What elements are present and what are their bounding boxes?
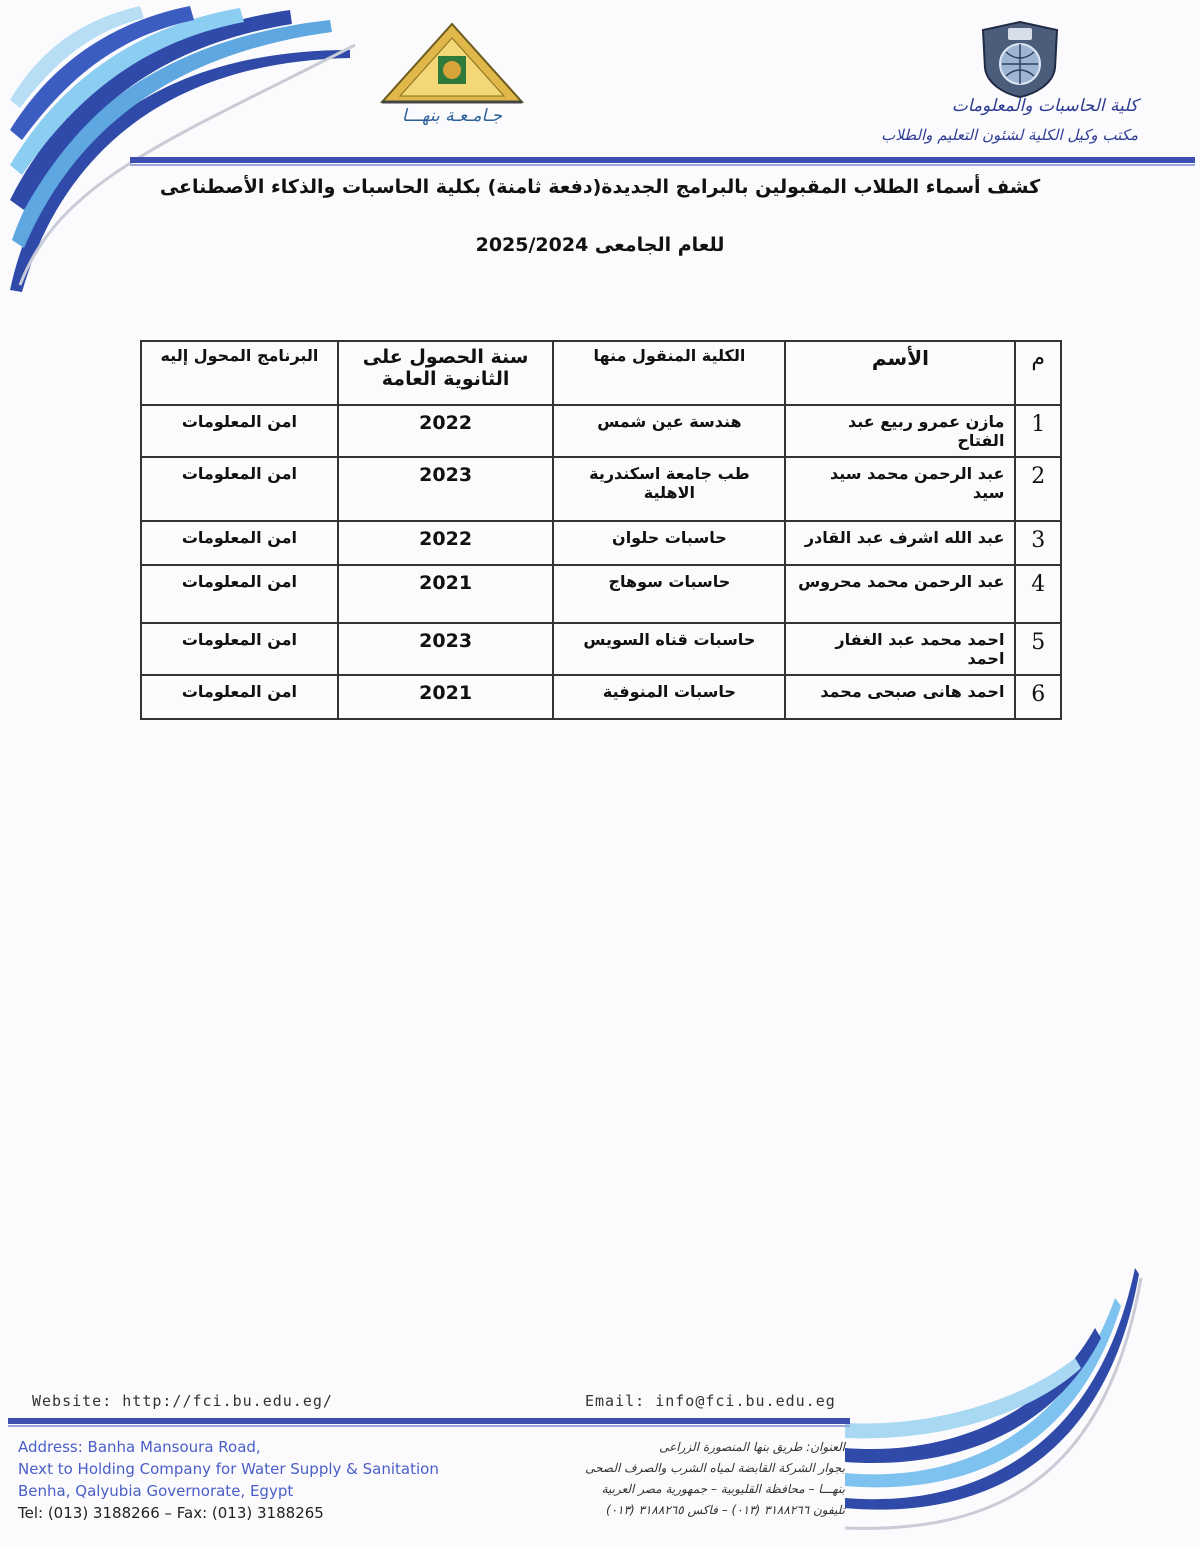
table-row	[141, 565, 1061, 623]
address-line: بنهـــا – محافظة القليوبية – جمهورية مصر العربية	[601, 1482, 845, 1496]
footer-email: Email: info@fci.bu.edu.eg	[585, 1392, 836, 1410]
graduation-year: 2021	[338, 565, 553, 623]
target-program: امن المعلومات	[141, 623, 338, 675]
student-name: عبد الله اشرف عبد القادر	[785, 521, 1015, 565]
benha-university-logo	[372, 20, 532, 130]
footer-divider	[8, 1418, 850, 1424]
faculty-office: مكتب وكيل الكلية لشئون التعليم والطلاب	[881, 126, 1138, 144]
table-row	[141, 521, 1061, 565]
table-row	[141, 675, 1061, 719]
header-divider	[130, 157, 1195, 163]
address-line: Benha, Qalyubia Governorate, Egypt	[18, 1482, 294, 1500]
university-name: جـامـعـة بنهـــا	[401, 106, 503, 126]
pyramid-emblem-icon	[372, 20, 532, 110]
graduation-year: 2023	[338, 457, 553, 521]
table-row	[141, 623, 1061, 675]
target-program: امن المعلومات	[141, 405, 338, 457]
target-program: امن المعلومات	[141, 565, 338, 623]
footer-address-ar	[500, 1437, 845, 1521]
source-faculty: طب جامعة اسكندرية الاهلية	[553, 457, 785, 521]
address-line: بجوار الشركة القابضة لمياه الشرب والصرف الصحى	[585, 1461, 845, 1475]
student-name: عبد الرحمن محمد سيد سيد	[785, 457, 1015, 521]
row-index: 5	[1015, 623, 1061, 675]
footer-website: Website: http://fci.bu.edu.eg/	[32, 1392, 333, 1410]
header-index: م	[1015, 341, 1061, 405]
source-faculty: هندسة عين شمس	[553, 405, 785, 457]
source-faculty: حاسبات المنوفية	[553, 675, 785, 719]
students-table	[140, 340, 1062, 720]
target-program: امن المعلومات	[141, 675, 338, 719]
graduation-year: 2023	[338, 623, 553, 675]
student-name: احمد محمد عبد الغفار احمد	[785, 623, 1015, 675]
document-subtitle: للعام الجامعى 2025/2024	[475, 234, 725, 256]
student-name: مازن عمرو ربيع عبد الفتاح	[785, 405, 1015, 457]
table-row	[141, 405, 1061, 457]
header-name: الأسم	[785, 341, 1015, 405]
source-faculty: حاسبات سوهاج	[553, 565, 785, 623]
table-row	[141, 457, 1061, 521]
source-faculty: حاسبات قناه السويس	[553, 623, 785, 675]
phone-fax-line: Tel: (013) 3188266 – Fax: (013) 3188265	[18, 1504, 324, 1522]
target-program: امن المعلومات	[141, 457, 338, 521]
address-line: العنوان: طريق بنها المنصورة الزراعى	[659, 1440, 845, 1454]
footer-address-en	[18, 1436, 439, 1524]
source-faculty: حاسبات حلوان	[553, 521, 785, 565]
student-name: عبد الرحمن محمد محروس	[785, 565, 1015, 623]
row-index: 6	[1015, 675, 1061, 719]
graduation-year: 2021	[338, 675, 553, 719]
row-index: 3	[1015, 521, 1061, 565]
phone-fax-line: تليفون ٣١٨٨٢٦٦ (٠١٣) – فاكس ٣١٨٨٢٦٥ (٠١٣)	[606, 1503, 845, 1517]
row-index: 4	[1015, 565, 1061, 623]
target-program: امن المعلومات	[141, 521, 338, 565]
header-faculty: الكلية المنقول منها	[553, 341, 785, 405]
table-header-row	[141, 341, 1061, 405]
footer-swoosh-graphic	[845, 1258, 1145, 1538]
faculty-name: كلية الحاسبات والمعلومات	[951, 96, 1138, 116]
row-index: 2	[1015, 457, 1061, 521]
address-line: Address: Banha Mansoura Road,	[18, 1438, 261, 1456]
header-divider-thin	[130, 164, 1195, 166]
graduation-year: 2022	[338, 521, 553, 565]
faculty-logo	[975, 20, 1065, 98]
header-program: البرنامج المحول إليه	[141, 341, 338, 405]
student-name: احمد هانى صبحى محمد	[785, 675, 1015, 719]
document-title: كشف أسماء الطلاب المقبولين بالبرامج الجديدة(دفعة ثامنة) بكلية الحاسبات والذكاء الأصطناعى	[159, 176, 1041, 198]
address-line: Next to Holding Company for Water Supply & Sanitation	[18, 1460, 439, 1478]
graduation-year: 2022	[338, 405, 553, 457]
row-index: 1	[1015, 405, 1061, 457]
footer-divider-thin	[8, 1425, 850, 1427]
header-year: سنة الحصول على الثانوية العامة	[338, 341, 553, 405]
